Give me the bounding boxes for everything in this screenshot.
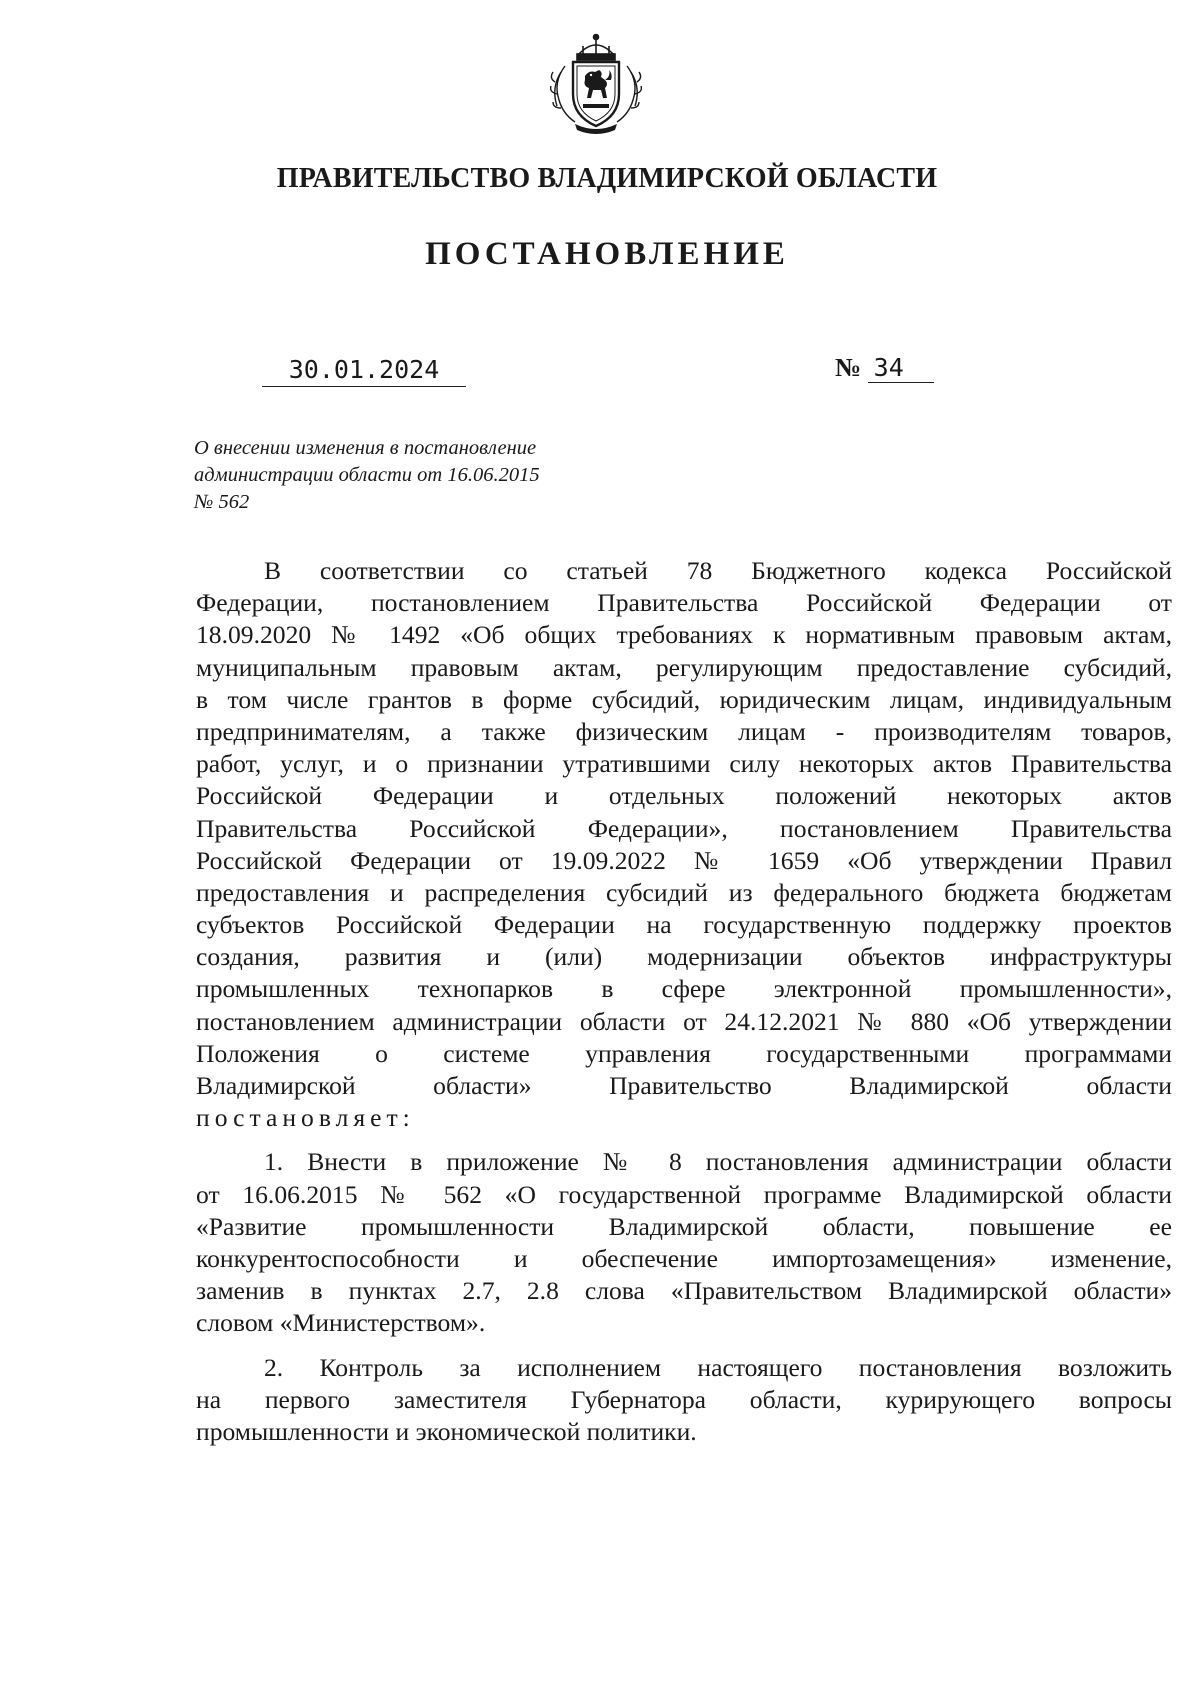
text-line: в том числе грантов в форме субсидий, юридическим лицам, индивидуальным [196,684,1172,714]
text-line: работ, услуг, и о признании утратившими силу некоторых актов Правительства [196,749,1172,779]
text-line: 1. Внести в приложение № 8 постановления администрации области [264,1147,1172,1177]
text-line: промышленности и экономической политики. [196,1416,697,1446]
document-body [196,555,1172,1448]
subject-line: администрации области от 16.06.2015 [194,464,540,486]
resolves-word: постановляет: [196,1103,415,1133]
document-number [835,353,934,383]
text-line: конкурентоспособности и обеспечение импортозамещения» изменение, [196,1243,1172,1273]
text-line: субъектов Российской Федерации на государственную поддержку проектов [196,910,1172,940]
text-line: Российской Федерации от 19.09.2022 № 1659 «Об утверждении Правил [196,845,1172,875]
text-line: Федерации, постановлением Правительства Российской Федерации от [196,588,1172,618]
document-type-heading: ПОСТАНОВЛЕНИЕ [425,236,789,272]
subject-line: О внесении изменения в постановление [194,437,537,459]
text-line: заменив в пунктах 2.7, 2.8 слова «Правительством Владимирской области» [196,1276,1172,1306]
text-line: предпринимателям, а также физическим лицам - производителям товаров, [196,716,1172,746]
document-subject [194,435,634,516]
organization-title: ПРАВИТЕЛЬСТВО ВЛАДИМИРСКОЙ ОБЛАСТИ [276,163,938,194]
text-line: Правительства Российской Федерации», постановлением Правительства [196,813,1172,843]
paragraph-gap [196,1134,1172,1146]
text-line: Владимирской области» Правительство Владимирской области [196,1071,1172,1100]
preamble-paragraph [196,555,1172,1134]
item-paragraph-1 [196,1146,1172,1339]
text-line: от 16.06.2015 № 562 «О государственной программе Владимирской области [196,1179,1172,1209]
text-line: на первого заместителя Губернатора области, курирующего вопросы [196,1384,1172,1414]
item-paragraph-2 [196,1352,1172,1449]
text-line: 2. Контроль за исполнением настоящего постановления возложить [264,1352,1172,1382]
text-line: промышленных технопарков в сфере электронной промышленности», [196,974,1172,1004]
text-line: В соответствии со статьей 78 Бюджетного кодекса Российской [264,556,1172,585]
coat-of-arms-icon [545,32,647,136]
text-line: 18.09.2020 № 1492 «Об общих требованиях к нормативным правовым актам, [196,620,1172,650]
number-sign: № [835,353,862,382]
text-line: Положения о системе управления государственными программами [196,1038,1172,1068]
text-line: словом «Министерством». [196,1308,486,1338]
text-line: муниципальным правовым актам, регулирующим предоставление субсидий, [196,652,1172,682]
number-value: 34 [868,353,934,383]
text-line: предоставления и распределения субсидий из федерального бюджета бюджетам [196,877,1172,907]
subject-line: № 562 [194,491,250,513]
text-line: Российской Федерации и отдельных положений некоторых актов [196,781,1172,811]
text-line: создания, развития и (или) модернизации объектов инфраструктуры [196,942,1172,972]
document-date: 30.01.2024 [262,355,466,387]
text-line: «Развитие промышленности Владимирской области, повышение ее [196,1211,1172,1241]
paragraph-gap [196,1340,1172,1352]
text-line: постановлением администрации области от 24.12.2021 № 880 «Об утверждении [196,1006,1172,1036]
